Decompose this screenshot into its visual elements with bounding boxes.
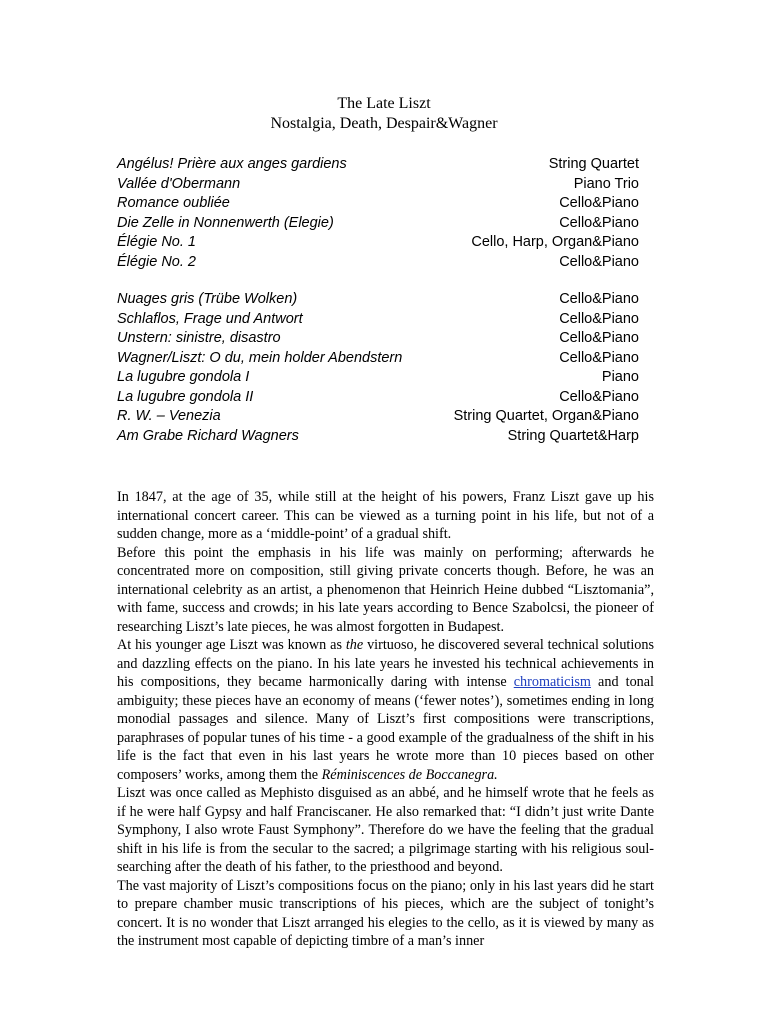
piece-title: Am Grabe Richard Wagners <box>117 427 299 444</box>
program-row <box>117 407 639 427</box>
piece-title: R. W. – Venezia <box>117 408 221 424</box>
body-text <box>117 488 654 951</box>
program-row <box>117 290 639 310</box>
instrumentation: String Quartet <box>548 156 639 172</box>
instrumentation: Piano Trio <box>573 175 639 192</box>
title-block <box>0 94 768 134</box>
program-row <box>117 194 639 214</box>
chromaticism-link[interactable]: chromaticism <box>513 674 591 690</box>
program-row <box>117 388 639 408</box>
instrumentation: String Quartet&Harp <box>507 427 639 444</box>
paragraph: Before this point the emphasis in his life was mainly on performing; afterwards he concentrated more on composition, still giving private concerts though. Before, he was an international celebrity as an artist, a phenomenon that Heinrich Heine dubbed “Lisztomania”, with fame, success and crowds; in his late years according to Bence Szabolcsi, the pioneer of researching Liszt’s late pieces, he was almost forgotten in Budapest. <box>117 544 654 635</box>
text-run: virtuoso, he discovered several technical solutions and dazzling effects on the piano. In his late years he invested his technical achievements in his compositions, they became harmonically daring with intense <box>117 637 655 690</box>
document-title: The Late Liszt <box>337 95 431 112</box>
program-row <box>117 155 639 175</box>
instrumentation: Cello&Piano <box>559 253 639 270</box>
program-row <box>117 427 639 447</box>
paragraph <box>117 636 654 784</box>
paragraph: In 1847, at the age of 35, while still at the height of his powers, Franz Liszt gave up his international concert career. This can be viewed as a turning point in his life, but not of a sudden change, more as a ‘middle-point’ of a gradual shift. <box>117 489 654 542</box>
piece-title: Nuages gris (Trübe Wolken) <box>117 291 298 307</box>
program-row <box>117 175 639 195</box>
program-row <box>117 214 639 234</box>
paragraph: The vast majority of Liszt’s compositions focus on the piano; only in his last years did he start to prepare chamber music transcriptions of his pieces, which are the subject of tonight’s concert. It is no wonder that Liszt arranged his elegies to the cello, as it is viewed by many as the instrument most capable of depicting timbre of a man’s inner <box>117 877 654 949</box>
instrumentation: Cello&Piano <box>559 349 639 366</box>
instrumentation: Cello&Piano <box>559 310 639 327</box>
instrumentation: Piano <box>601 369 639 385</box>
instrumentation: Cello&Piano <box>559 291 639 307</box>
text-run: and tonal ambiguity; these pieces have an economy of means (‘fewer notes’), sometimes ending in long monodial passages and silence. Many of Liszt’s first compositions were transcriptions, paraphrases of popular tunes of his time - a good example of the gradualness of the shift in his life is the fact that even in his last years he wrote more than 10 pieces based on other composers’ works, among them the <box>117 674 654 783</box>
piece-title: Élégie No. 2 <box>117 253 196 270</box>
piece-title: Die Zelle in Nonnenwerth (Elegie) <box>117 214 334 231</box>
emphasis-text: the <box>345 637 364 653</box>
document-subtitle: Nostalgia, Death, Despair&Wagner <box>270 115 498 132</box>
program-group-1 <box>117 155 639 272</box>
piece-title: Romance oubliée <box>117 195 230 211</box>
instrumentation: Cello&Piano <box>559 330 639 346</box>
program-row <box>117 233 639 253</box>
piece-title: Unstern: sinistre, disastro <box>117 330 281 346</box>
instrumentation: Cello&Piano <box>559 388 639 405</box>
work-title: Réminiscences de Boccanegra. <box>321 766 498 783</box>
program-row <box>117 310 639 330</box>
piece-title: Angélus! Prière aux anges gardiens <box>117 156 347 172</box>
program-row <box>117 329 639 349</box>
instrumentation: Cello&Piano <box>559 214 639 231</box>
program-row <box>117 368 639 388</box>
piece-title: Vallée d'Obermann <box>117 175 241 192</box>
piece-title: Schlaflos, Frage und Antwort <box>117 310 303 327</box>
piece-title: Wagner/Liszt: O du, mein holder Abendstern <box>117 349 403 366</box>
instrumentation: Cello&Piano <box>559 195 639 211</box>
piece-title: La lugubre gondola II <box>117 388 254 405</box>
piece-title: La lugubre gondola I <box>117 369 250 385</box>
program-group-2 <box>117 290 639 446</box>
program-row <box>117 349 639 369</box>
instrumentation: String Quartet, Organ&Piano <box>453 408 639 424</box>
text-run: At his younger age Liszt was known as <box>117 637 346 653</box>
piece-title: Élégie No. 1 <box>117 234 196 250</box>
program-row <box>117 253 639 273</box>
program-list <box>117 155 639 446</box>
paragraph: Liszt was once called as Mephisto disguised as an abbé, and he himself wrote that he feels as if he were half Gypsy and half Franciscaner. He also remarked that: “I didn’t just write Dante Symphony, I also wrote Faust Symphony”. Therefore do we have the feeling that the gradual shift in his life is from the secular to the sacred; a pilgrimage starting with his religious soul-searching after the death of his father, to the priesthood and beyond. <box>117 785 654 875</box>
instrumentation: Cello, Harp, Organ&Piano <box>471 234 639 250</box>
